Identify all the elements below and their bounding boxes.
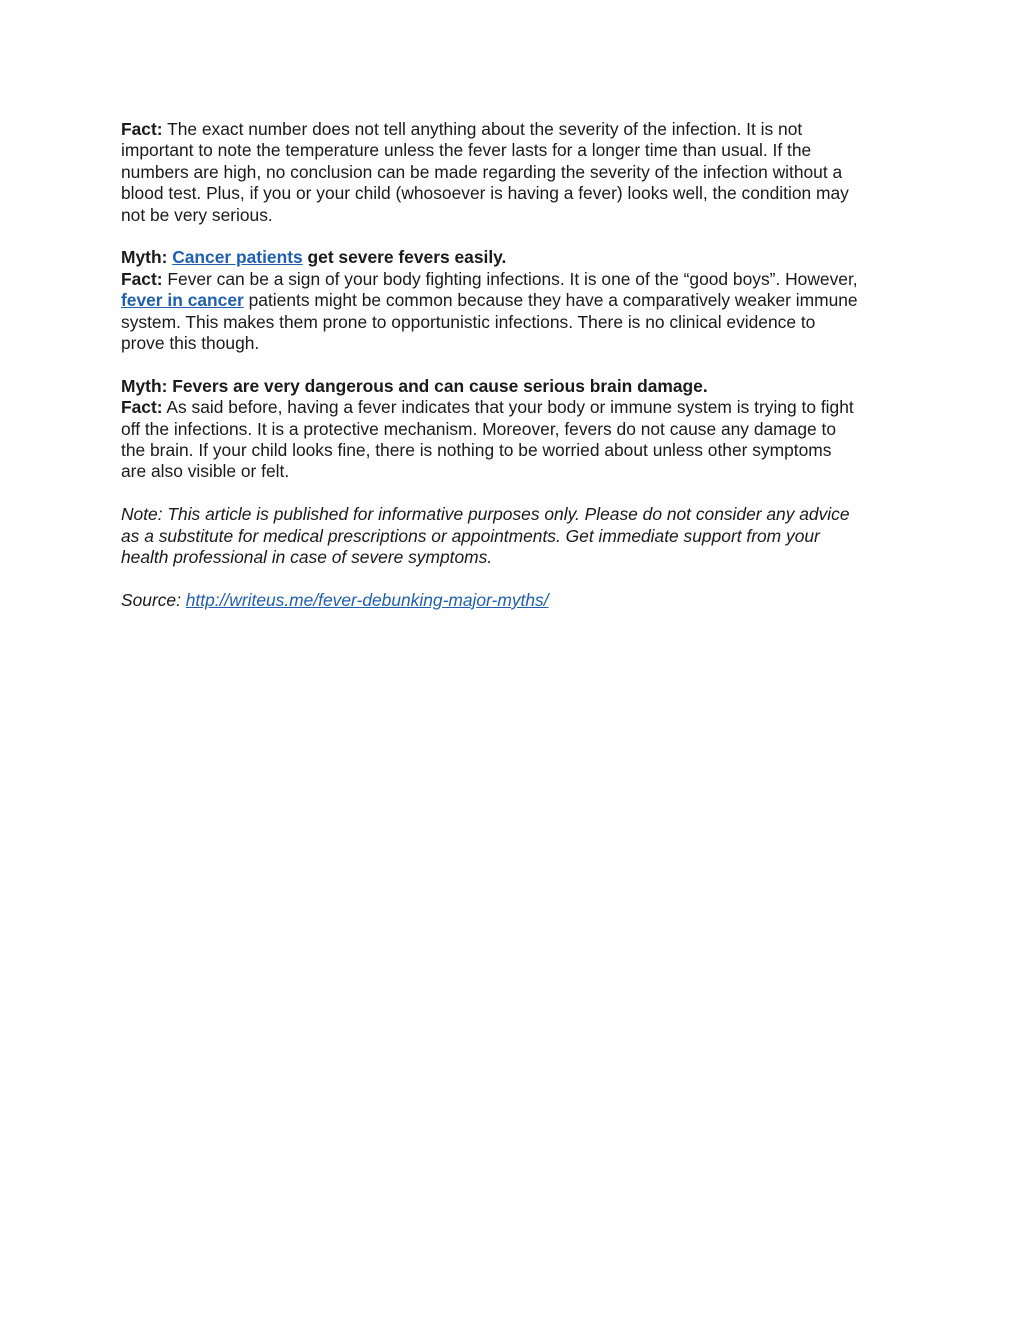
fact-label: Fact: (121, 119, 163, 139)
text-line: important to note the temperature unless the fever lasts for a longer time than usual. If the (121, 140, 812, 161)
text-line: prove this though. (121, 333, 260, 354)
text-line: as a substitute for medical prescriptions or appointments. Get immediate support from your (121, 525, 820, 546)
disclaimer-note (121, 504, 911, 568)
text-line: off the infections. It is a protective mechanism. Moreover, fevers do not cause any damage to (121, 418, 837, 439)
cancer-patients-link[interactable]: Cancer patients (172, 247, 303, 268)
text-line (121, 397, 911, 418)
text-line (121, 119, 911, 140)
fact-text: The exact number does not tell anything about the severity of the infection. It is not (162, 119, 803, 139)
text-line (121, 590, 911, 611)
myth-heading: Myth: Fevers are very dangerous and can cause serious brain damage. (121, 375, 708, 396)
source-line (121, 590, 911, 611)
fact-label: Fact: (121, 397, 163, 418)
source-label: Source: (121, 589, 186, 610)
document-page (121, 119, 911, 633)
fact-text: Fever can be a sign of your body fighting infections. It is one of the “good boys”. However, (162, 268, 858, 289)
text-line (121, 290, 911, 311)
fever-in-cancer-link[interactable]: fever in cancer (121, 290, 244, 311)
text-line (121, 269, 911, 290)
text-line: health professional in case of severe symptoms. (121, 547, 493, 568)
fact-text: As said before, having a fever indicates that your body or immune system is trying to fight (162, 397, 854, 418)
myth-text: get severe fevers easily. (302, 247, 507, 268)
source-link[interactable]: http://writeus.me/fever-debunking-major-myths/ (185, 589, 549, 610)
text-line: are also visible or felt. (121, 461, 290, 482)
myth-paragraph-brain (121, 376, 911, 483)
text-line: blood test. Plus, if you or your child (whosoever is having a fever) looks well, the condition may (121, 183, 849, 204)
myth-heading (121, 247, 911, 268)
fact-label: Fact: (121, 268, 163, 289)
myth-label: Myth: (121, 247, 173, 268)
text-line: system. This makes them prone to opportunistic infections. There is no clinical evidence to (121, 311, 816, 332)
fact-text: patients might be common because they have a comparatively weaker immune (243, 290, 858, 311)
text-line: Note: This article is published for informative purposes only. Please do not consider any advice (121, 504, 850, 525)
text-line: the brain. If your child looks fine, there is nothing to be worried about unless other symptoms (121, 440, 832, 461)
fact-paragraph-1 (121, 119, 911, 226)
text-line: not be very serious. (121, 204, 273, 225)
myth-paragraph-cancer (121, 247, 911, 354)
text-line: numbers are high, no conclusion can be made regarding the severity of the infection without a (121, 161, 843, 182)
